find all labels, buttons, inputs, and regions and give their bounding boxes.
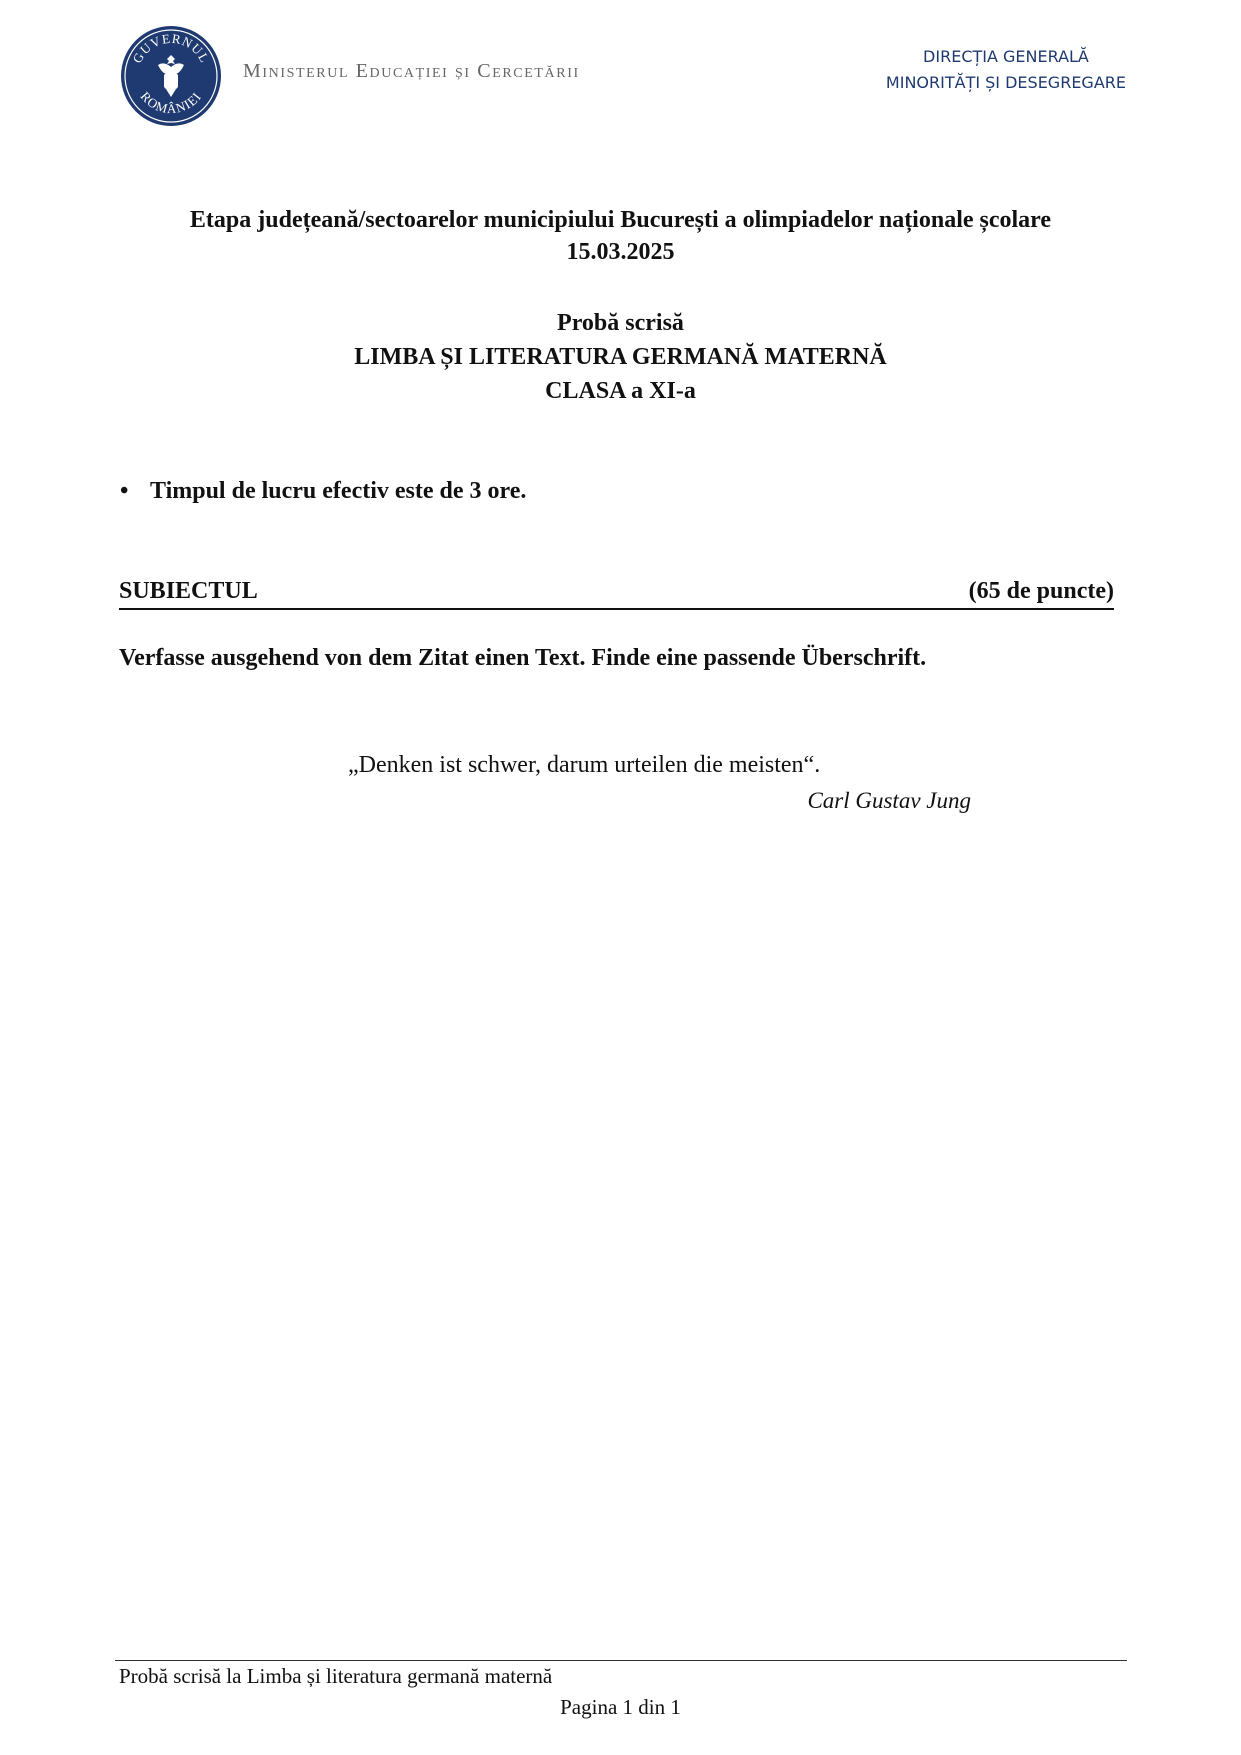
exam-heading	[0, 204, 1241, 268]
time-instruction	[120, 478, 526, 505]
quote-text: „Denken ist schwer, darum urteilen die meisten“.	[348, 752, 821, 778]
exam-type: Probă scrisă	[557, 310, 684, 336]
exam-subject-block	[0, 306, 1241, 408]
task-text: Verfasse ausgehend von dem Zitat einen Text. Finde eine passende Überschrift.	[119, 645, 927, 671]
logo-text-bottom: ROMÂNIEI	[137, 88, 205, 117]
direction-line-2: MINORITĂȚI ȘI DESEGREGARE	[885, 73, 1126, 92]
direction-label	[886, 44, 1126, 96]
footer-description: Probă scrisă la Limba și literatura germană maternă	[119, 1664, 553, 1688]
logo-text-top: GUVERNUL	[129, 30, 213, 66]
direction-line-1: DIRECȚIA GENERALĂ	[923, 47, 1089, 66]
bullet-icon: •	[120, 478, 129, 504]
section-header	[119, 578, 1114, 610]
exam-subject: LIMBA ȘI LITERATURA GERMANĂ MATERNĂ	[354, 344, 887, 370]
section-points: (65 de puncte)	[968, 578, 1114, 604]
section-label: SUBIECTUL	[119, 578, 258, 604]
footer-divider	[115, 1660, 1127, 1661]
ministry-name: Ministerul Educației și Cercetării	[243, 60, 580, 82]
exam-title: Etapa județeană/sectoarelor municipiului București a olimpiadelor naționale școlare	[189, 207, 1052, 233]
quote-author: Carl Gustav Jung	[807, 788, 971, 813]
exam-grade: CLASA a XI-a	[545, 378, 696, 404]
exam-date: 15.03.2025	[566, 239, 675, 265]
guvernul-romaniei-seal-icon	[120, 25, 222, 127]
page-number: Pagina 1 din 1	[560, 1695, 681, 1719]
time-text: Timpul de lucru efectiv este de 3 ore.	[150, 478, 527, 504]
